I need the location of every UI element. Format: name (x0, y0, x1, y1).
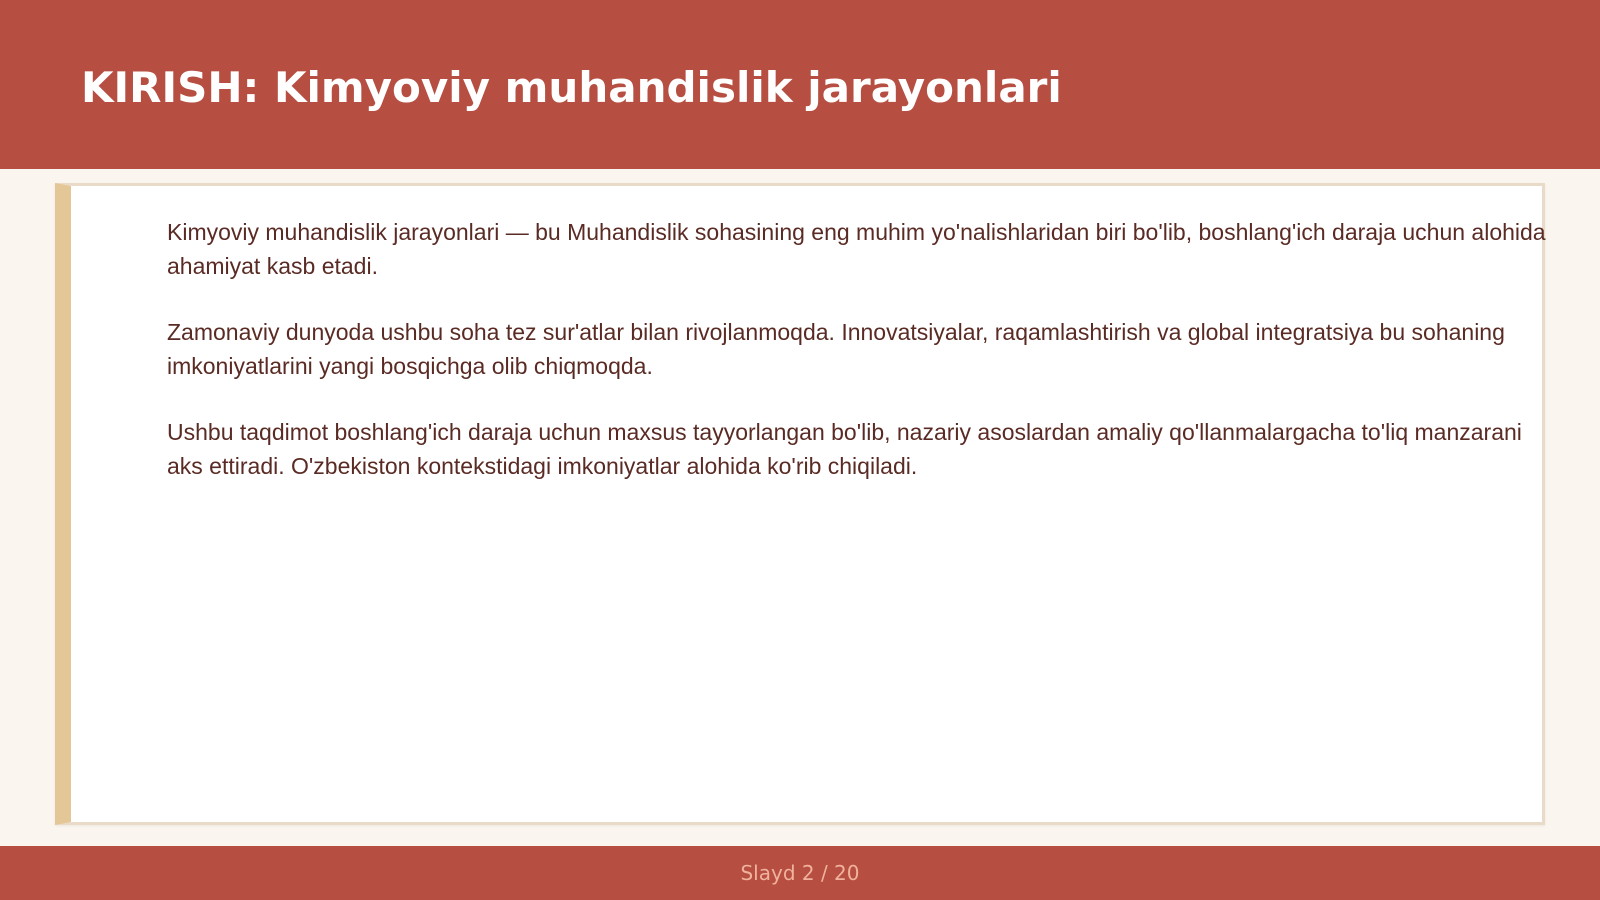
slide-header (0, 0, 1600, 169)
presentation-purpose-paragraph: Ushbu taqdimot boshlang'ich daraja uchun maxsus tayyorlangan bo'lib, nazariy asoslardan amaliy qo'llanmalargacha to'liq manzarani aks ettiradi. O'zbekiston kontekstidagi imkoniyatlar alohida ko'rib chiqiladi. (167, 419, 1522, 479)
content-card (55, 183, 1545, 825)
slide-footer (0, 846, 1600, 900)
slide-counter: Slayd 2 / 20 (740, 861, 860, 885)
intro-paragraph: Kimyoviy muhandislik jarayonlari — bu Muhandislik sohasining eng muhim yo'nalishlaridan biri bo'lib, boshlang'ich daraja uchun alohida ahamiyat kasb etadi. (167, 219, 1546, 279)
slide-title: KIRISH: Kimyoviy muhandislik jarayonlari (81, 63, 1062, 112)
development-paragraph: Zamonaviy dunyoda ushbu soha tez sur'atlar bilan rivojlanmoqda. Innovatsiyalar, raqamlashtirish va global integratsiya bu sohaning imkoniyatlarini yangi bosqichga olib chiqmoqda. (167, 319, 1505, 379)
